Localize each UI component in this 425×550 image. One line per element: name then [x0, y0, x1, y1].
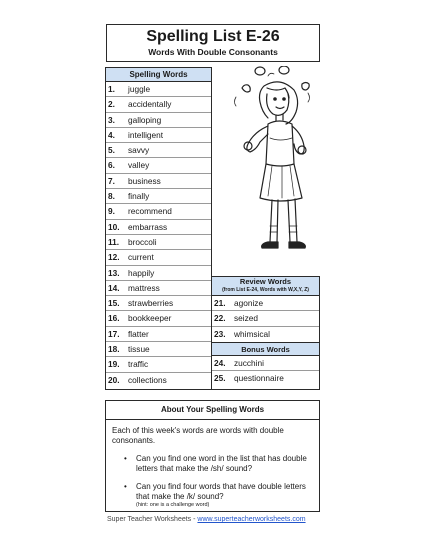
bonus-words-heading: Bonus Words: [212, 342, 319, 356]
word-text: broccoli: [128, 236, 157, 247]
review-word-row: [212, 296, 319, 311]
spelling-word-row: [106, 128, 211, 143]
spelling-words-list: [105, 67, 212, 390]
word-text: bookkeeper: [128, 313, 172, 324]
footer-text: Super Teacher Worksheets -: [107, 516, 198, 523]
word-number: 25.: [214, 373, 226, 384]
spelling-words-heading: Spelling Words: [106, 68, 211, 82]
word-number: 9.: [108, 206, 115, 217]
word-text: mattress: [128, 282, 160, 293]
word-number: 22.: [214, 313, 226, 324]
word-text: savvy: [128, 145, 150, 156]
word-number: 1.: [108, 84, 115, 94]
word-number: 13.: [108, 267, 120, 278]
footer: [107, 516, 306, 523]
word-number: 2.: [108, 99, 115, 110]
girl-juggling-illustration: [212, 66, 322, 271]
word-text: business: [128, 175, 161, 186]
word-text: embarrass: [128, 221, 168, 232]
page-title: Spelling List E-26: [146, 28, 280, 45]
bullet: •: [124, 454, 127, 463]
question-1-text: Can you find one word in the list that has double letters that make the /sh/ sound?: [136, 454, 307, 473]
word-text: finally: [128, 191, 150, 202]
spelling-word-row: [106, 220, 211, 235]
spelling-word-row: [106, 189, 211, 204]
word-text: zucchini: [234, 357, 264, 368]
juggling-ball-left: [255, 67, 265, 75]
review-words-subtitle: (from List E-24, Words with W,X,Y, Z): [222, 287, 309, 293]
spelling-word-row: [106, 266, 211, 281]
word-number: 14.: [108, 282, 120, 293]
word-number: 16.: [108, 313, 120, 324]
bonus-word-row: [212, 371, 319, 386]
spelling-word-row: [106, 143, 211, 158]
spelling-word-row: [106, 82, 211, 97]
hint-text: (hint: one is a challenge word): [136, 502, 210, 508]
about-title: About Your Spelling Words: [160, 405, 265, 414]
spelling-word-row: [106, 357, 211, 372]
word-number: 24.: [214, 357, 226, 368]
word-text: juggle: [128, 84, 151, 94]
word-number: 5.: [108, 145, 115, 156]
word-text: galloping: [128, 114, 162, 125]
title-box: [106, 24, 320, 62]
word-text: happily: [128, 267, 155, 278]
spelling-word-row: [106, 250, 211, 265]
word-number: 19.: [108, 359, 120, 370]
word-text: collections: [128, 374, 167, 385]
bullet: •: [124, 482, 127, 491]
footer-link[interactable]: www.superteacherworksheets.com: [197, 516, 306, 523]
spelling-word-row: [106, 327, 211, 342]
about-box: [105, 400, 320, 512]
word-number: 10.: [108, 221, 120, 232]
word-text: recommend: [128, 206, 172, 217]
spelling-word-row: [106, 235, 211, 250]
spelling-word-row: [106, 174, 211, 189]
word-text: accidentally: [128, 99, 172, 110]
word-number: 18.: [108, 344, 120, 355]
word-text: agonize: [234, 298, 264, 308]
question-1: [112, 454, 313, 474]
word-text: strawberries: [128, 298, 174, 309]
juggling-fruit: [242, 85, 250, 92]
word-number: 23.: [214, 328, 226, 339]
spelling-word-row: [106, 311, 211, 326]
word-number: 12.: [108, 252, 120, 263]
spelling-word-row: [106, 204, 211, 219]
word-number: 15.: [108, 298, 120, 309]
question-2: [112, 482, 313, 509]
spelling-word-row: [106, 158, 211, 173]
word-number: 17.: [108, 328, 120, 339]
word-number: 7.: [108, 175, 115, 186]
review-word-row: [212, 327, 319, 342]
juggling-fruit-2: [302, 83, 309, 91]
word-text: traffic: [128, 359, 149, 370]
review-word-row: [212, 311, 319, 326]
spelling-word-row: [106, 342, 211, 357]
juggling-ball-right: [279, 66, 289, 74]
word-number: 21.: [214, 298, 226, 308]
spelling-word-row: [106, 296, 211, 311]
review-words-title: Review Words: [239, 277, 292, 286]
word-number: 4.: [108, 129, 115, 140]
word-number: 20.: [108, 374, 120, 385]
word-text: seized: [234, 313, 258, 324]
bonus-word-row: [212, 356, 319, 371]
spelling-word-row: [106, 97, 211, 112]
about-body: [106, 419, 319, 509]
question-2-text: Can you find four words that have double letters that make the /k/ sound?: [136, 482, 306, 501]
review-bonus-box: [211, 276, 320, 390]
word-text: intelligent: [128, 129, 164, 140]
word-number: 3.: [108, 114, 115, 125]
word-text: questionnaire: [234, 373, 284, 384]
word-text: whimsical: [234, 328, 270, 339]
word-text: tissue: [128, 344, 150, 355]
word-number: 6.: [108, 160, 115, 171]
word-number: 11.: [108, 236, 120, 247]
page-subtitle: Words With Double Consonants: [148, 47, 278, 57]
word-text: valley: [128, 160, 150, 171]
spelling-word-row: [106, 113, 211, 128]
spelling-word-row: [106, 281, 211, 296]
about-intro: Each of this week's words are words with double consonants.: [112, 426, 284, 445]
word-number: 8.: [108, 191, 115, 202]
review-words-heading: [212, 277, 319, 296]
word-text: flatter: [128, 328, 149, 339]
word-text: current: [128, 252, 154, 263]
spelling-word-row: [106, 373, 211, 388]
